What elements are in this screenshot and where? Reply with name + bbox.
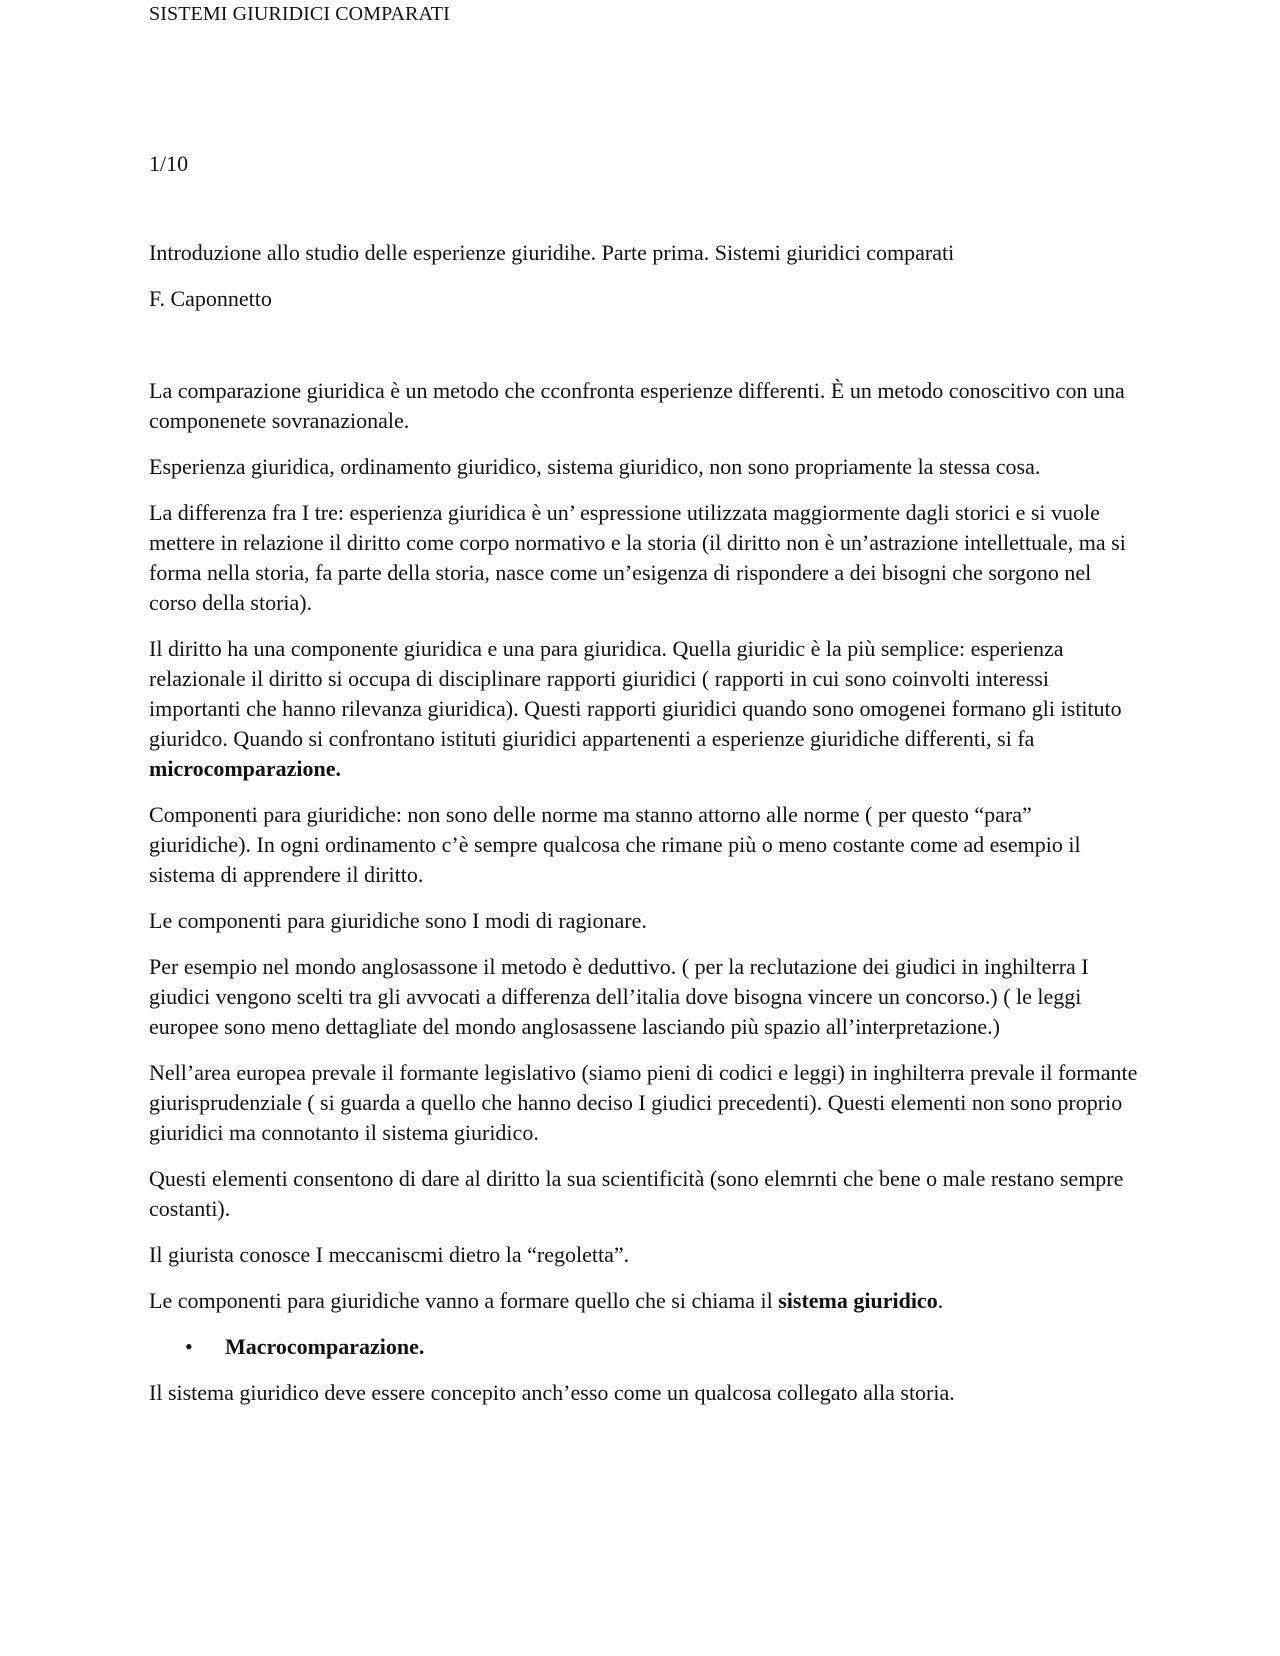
bullet-text: Macrocomparazione. bbox=[225, 1334, 425, 1359]
document-body bbox=[149, 238, 1139, 1424]
paragraph: Componenti para giuridiche: non sono delle norme ma stanno attorno alle norme ( per questo “para” giuridiche). In ogni ordinamento c’è sempre qualcosa che rimane più o meno costante come ad esempio il sistema di apprendere il diritto. bbox=[149, 802, 1081, 887]
paragraph bbox=[149, 634, 1139, 784]
paragraph: La comparazione giuridica è un metodo che cconfronta esperienze differenti. È un metodo conoscitivo con una componenete sovranazionale. bbox=[149, 378, 1125, 433]
page-header-title: SISTEMI GIURIDICI COMPARATI bbox=[149, 3, 450, 25]
paragraph: Il giurista conosce I meccaniscmi dietro la “regoletta”. bbox=[149, 1242, 630, 1267]
paragraph: Esperienza giuridica, ordinamento giuridico, sistema giuridico, non sono propriamente la stessa cosa. bbox=[149, 454, 1041, 479]
document-author: F. Caponnetto bbox=[149, 286, 272, 311]
document-title-line: Introduzione allo studio delle esperienze giuridihe. Parte prima. Sistemi giuridici comparati bbox=[149, 240, 955, 265]
bold-term-microcomparazione: microcomparazione. bbox=[149, 756, 342, 781]
paragraph: Nell’area europea prevale il formante legislativo (siamo pieni di codici e leggi) in inghilterra prevale il formante giurisprudenziale ( si guarda a quello che hanno deciso I giudici precedenti). Questi elementi non sono proprio giuridici ma connotanto il sistema giuridico. bbox=[149, 1060, 1138, 1145]
paragraph: Questi elementi consentono di dare al diritto la sua scientificità (sono elemrnti che bene o male restano sempre costanti). bbox=[149, 1166, 1124, 1221]
paragraph-end: . bbox=[937, 1288, 944, 1313]
bullet-icon: • bbox=[185, 1334, 193, 1359]
page-number: 1/10 bbox=[149, 151, 189, 176]
paragraph: Per esempio nel mondo anglosassone il metodo è deduttivo. ( per la reclutazione dei giudici in inghilterra I giudici vengono scelti tra gli avvocati a differenza dell’italia dove bisogna vincere un concorso.) ( le leggi europee sono meno dettagliate del mondo anglosassene lasciando più spazio all’interpretazione.) bbox=[149, 954, 1089, 1039]
bullet-list-item bbox=[149, 1332, 1139, 1362]
paragraph: Il sistema giuridico deve essere concepito anch’esso come un qualcosa collegato alla storia. bbox=[149, 1380, 955, 1405]
paragraph bbox=[149, 1286, 1139, 1316]
paragraph-text: Le componenti para giuridiche vanno a formare quello che si chiama il bbox=[149, 1288, 779, 1313]
paragraph-text: Il diritto ha una componente giuridica e una para giuridica. Quella giuridic è la più semplice: esperienza relazionale il diritto si occupa di disciplinare rapporti giuridici ( rapporti in cui sono coinvolti interessi importanti che hanno rilevanza giuridica). Questi rapporti giuridici quando sono omogenei formano gli istituto giuridco. Quando si confrontano istituti giuridici appartenenti a esperienze giuridiche differenti, si fa bbox=[149, 636, 1122, 751]
paragraph: La differenza fra I tre: esperienza giuridica è un’ espressione utilizzata maggiormente dagli storici e si vuole mettere in relazione il diritto come corpo normativo e la storia (il diritto non è un’astrazione intellettuale, ma si forma nella storia, fa parte della storia, nasce come un’esigenza di rispondere a dei bisogni che sorgono nel corso della storia). bbox=[149, 500, 1126, 615]
bold-term-sistema-giuridico: sistema giuridico bbox=[778, 1288, 938, 1313]
paragraph: Le componenti para giuridiche sono I modi di ragionare. bbox=[149, 908, 647, 933]
